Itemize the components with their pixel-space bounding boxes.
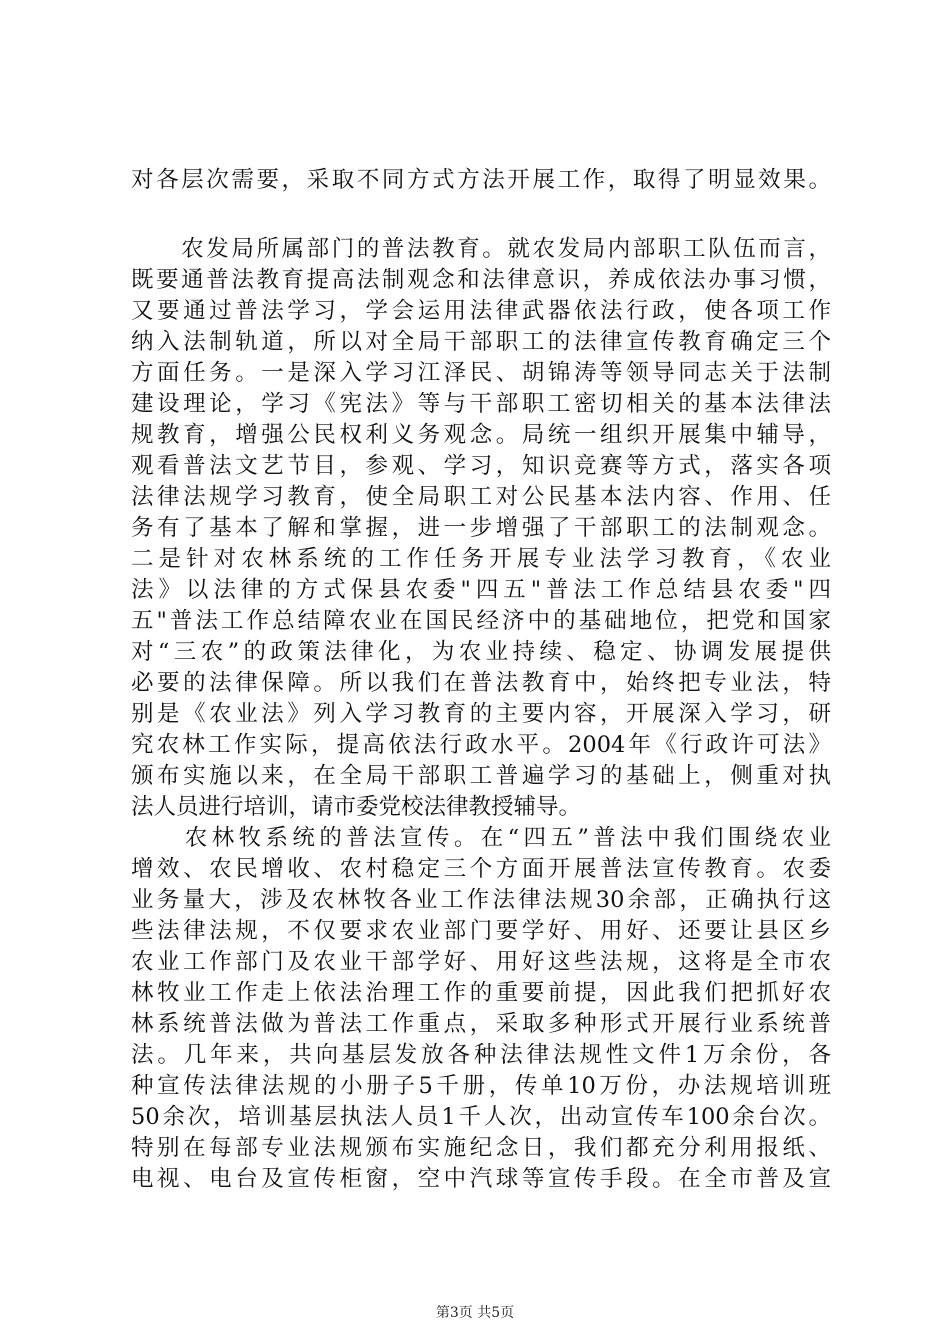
text-line: 对各层次需要，采取不同方式方法开展工作，取得了明显效果。 [131,167,831,193]
document-body [131,165,831,1195]
text-line: 必要的法律保障。所以我们在普法教育中，始终把专业法，特 [131,670,831,696]
text-line: 林系统普法做为普法工作重点，采取多种形式开展行业系统普 [131,1011,831,1037]
text-line: 法律法规学习教育，使全局职工对公民基本法内容、作用、任 [131,484,831,510]
text-line: 农发局所属部门的普法教育。就农发局内部职工队伍而言， [131,236,831,262]
text-line: 电视、电台及宣传柜窗，空中汽球等宣传手段。在全市普及宣 [131,1166,831,1192]
text-line: 二是针对农林系统的工作任务开展专业法学习教育，《农业 [131,546,831,572]
text-line: 纳入法制轨道，所以对全局干部职工的法律宣传教育确定三个 [131,329,831,355]
text-line: 观看普法文艺节目，参观、学习，知识竞赛等方式，落实各项 [131,453,831,479]
text-line: 别是《农业法》列入学习教育的主要内容，开展深入学习，研 [131,701,831,727]
text-line: 法》以法律的方式保县农委"四五"普法工作总结县农委"四 [131,577,831,603]
text-line: 建设理论，学习《宪法》等与干部职工密切相关的基本法律法 [131,391,831,417]
text-line: 种宣传法律法规的小册子5千册，传单10万份，办法规培训班 [131,1073,831,1099]
paragraph-continuation [131,165,831,196]
text-line: 林牧业工作走上依法治理工作的重要前提，因此我们把抓好农 [131,980,831,1006]
text-line: 50余次，培训基层执法人员1千人次，出动宣传车100余台次。 [131,1104,831,1130]
text-line: 增效、农民增收、农村稳定三个方面开展普法宣传教育。农委 [131,856,831,882]
text-line: 业务量大，涉及农林牧各业工作法律法规30余部，正确执行这 [131,887,831,913]
paragraph-department-education [131,234,831,823]
text-line: 法。几年来，共向基层发放各种法律法规性文件1万余份，各 [131,1042,831,1068]
text-line: 规教育，增强公民权利义务观念。局统一组织开展集中辅导， [131,422,831,448]
text-line: 农业工作部门及农业干部学好、用好这些法规，这将是全市农 [131,949,831,975]
page-footer: 第3页 共5页 [435,1305,515,1321]
text-line: 法人员进行培训，请市委党校法律教授辅导。 [131,794,582,820]
paragraph-system-publicity [131,823,831,1195]
text-line: 务有了基本了解和掌握，进一步增强了干部职工的法制观念。 [131,515,831,541]
text-line: 五"普法工作总结障农业在国民经济中的基础地位，把党和国家 [131,608,831,634]
text-line: 既要通普法教育提高法制观念和法律意识，养成依法办事习惯， [131,267,831,293]
text-line: 方面任务。一是深入学习江泽民、胡锦涛等领导同志关于法制 [131,360,831,386]
text-line: 对“三农”的政策法律化，为农业持续、稳定、协调发展提供 [131,639,831,665]
text-line: 些法律法规，不仅要求农业部门要学好、用好、还要让县区乡 [131,918,831,944]
text-line: 特别在每部专业法规颁布实施纪念日，我们都充分利用报纸、 [131,1135,831,1161]
text-line: 农林牧系统的普法宣传。在“四五”普法中我们围绕农业 [131,825,831,851]
text-line: 究农林工作实际，提高依法行政水平。2004年《行政许可法》 [131,732,831,758]
paragraph-gap [131,196,831,234]
text-line: 颁布实施以来，在全局干部职工普遍学习的基础上，侧重对执 [131,763,831,789]
text-line: 又要通过普法学习，学会运用法律武器依法行政，使各项工作 [131,298,831,324]
